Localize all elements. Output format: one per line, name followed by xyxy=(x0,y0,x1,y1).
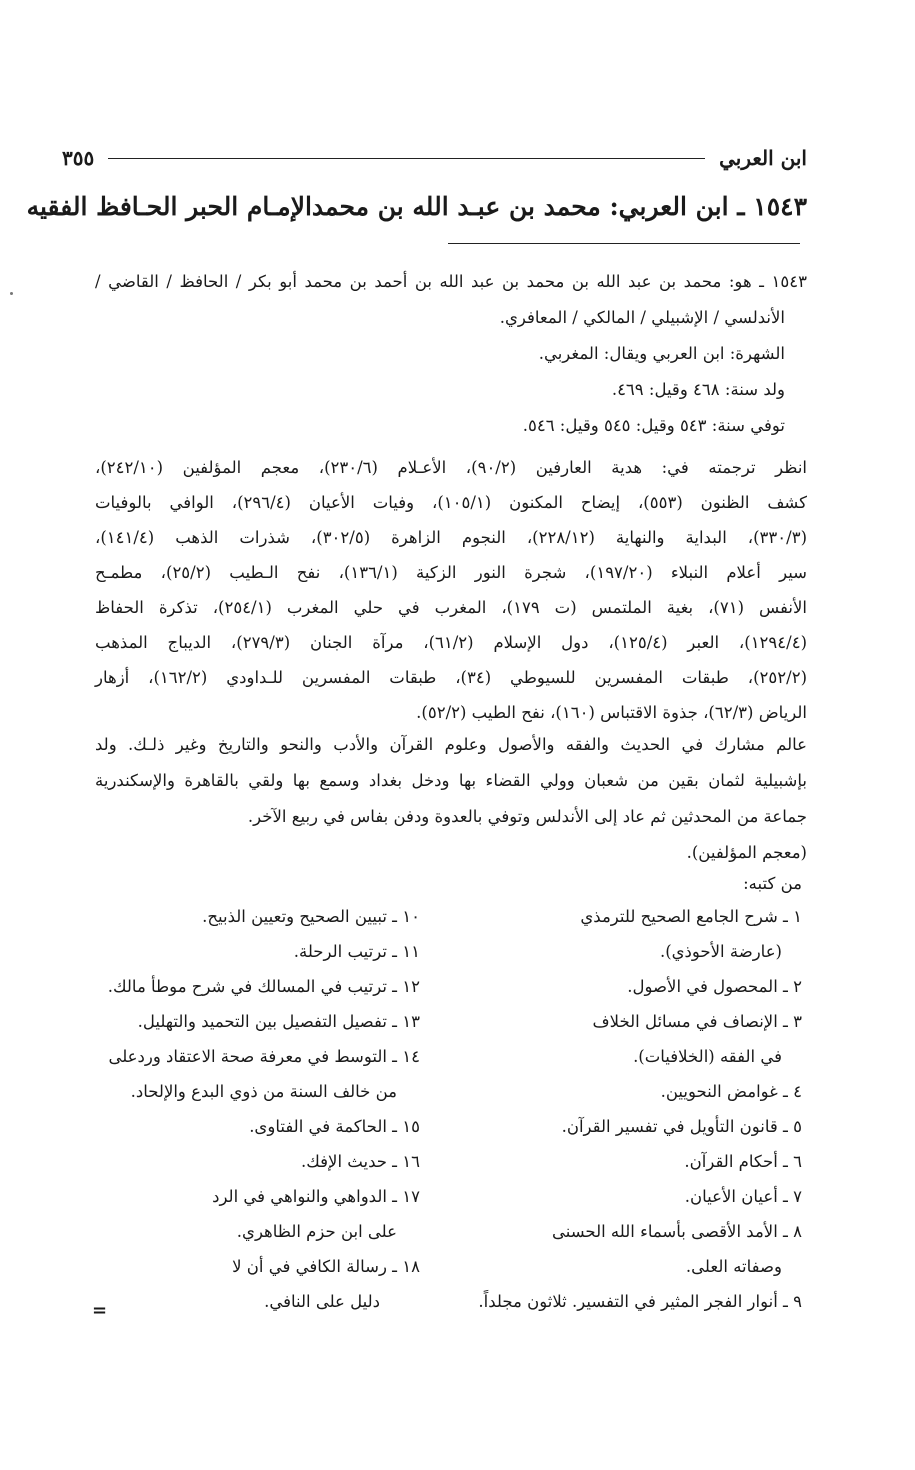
entry-line: ١٥٤٣ ـ هو: محمد بن عبد الله بن محمد بن عبد الله بن أحمد بن محمد أبو بكر / الحافظ / القاضي / xyxy=(95,272,807,291)
sources-line: الرياض (٦٢/٣)، جذوة الاقتباس (١٦٠)، نفح الطيب (٥٢/٢). xyxy=(416,703,807,722)
book-item: ١ ـ شرح الجامع الصحيح للترمذي xyxy=(580,907,802,926)
biography-paragraph xyxy=(95,735,807,865)
entry-line: ولد سنة: ٤٦٨ وقيل: ٤٦٩. xyxy=(611,380,785,399)
book-item: ١٢ ـ ترتيب في المسالك في شرح موطأ مالك. xyxy=(107,977,420,996)
running-head-title: ابن العربي xyxy=(719,146,807,170)
sources-line: (١٢٩٤/٤)، العبر (١٢٥/٤)، دول الإسلام (٦١/٢)، مرآة الجنان (٢٧٩/٣)، الديباج المذهب xyxy=(95,633,807,652)
book-item: ١٦ ـ حديث الإفك. xyxy=(301,1152,420,1171)
continuation-mark: = xyxy=(92,1300,108,1321)
sources-line: سير أعلام النبلاء (١٩٧/٢٠)، شجرة النور الزكية (١٣٦/١)، نفح الـطيب (٢٥/٢)، مطمـح xyxy=(95,563,808,582)
running-head-rule xyxy=(108,158,705,159)
book-item: ١١ ـ ترتيب الرحلة. xyxy=(293,942,420,961)
book-item: ١٧ ـ الدواهي والنواهي في الرد xyxy=(212,1187,420,1206)
bio-line: بإشبيلية لثمان بقين من شعبان وولي القضاء بها ودخل بغداد وسمع بها ولقي بالقاهرة والإسكندرية xyxy=(95,771,807,790)
book-item: ٦ ـ أحكام القرآن. xyxy=(684,1152,802,1171)
book-item-cont: من خالف السنة من ذوي البدع والإلحاد. xyxy=(130,1082,397,1101)
sources-line: كشف الظنون (٥٥٣)، إيضاح المكنون (١٠٥/١)، وفيات الأعيان (٢٩٦/٤)، الوافي بالوفيات xyxy=(95,493,807,512)
book-item: ١٥ ـ الحاكمة في الفتاوى. xyxy=(249,1117,420,1136)
book-item: ٥ ـ قانون التأويل في تفسير القرآن. xyxy=(561,1117,802,1136)
book-item: ١٣ ـ تفصيل التفصيل بين التحميد والتهليل. xyxy=(137,1012,420,1031)
entry-line: الشهرة: ابن العربي ويقال: المغربي. xyxy=(538,344,785,363)
book-item: ٨ ـ الأمد الأقصى بأسماء الله الحسنى xyxy=(551,1222,802,1241)
book-item: ٢ ـ المحصول في الأصول. xyxy=(627,977,802,996)
entry-line: توفي سنة: ٥٤٣ وقيل: ٥٤٥ وقيل: ٥٤٦. xyxy=(522,416,785,435)
book-item: ٧ ـ أعيان الأعيان. xyxy=(684,1187,802,1206)
books-label: من كتبه: xyxy=(743,874,802,893)
entry-line: الأندلسي / الإشبيلي / المالكي / المعافري. xyxy=(499,308,785,327)
book-item-cont: (عارضة الأحوذي). xyxy=(659,942,782,961)
book-item: ٤ ـ غوامض النحويين. xyxy=(660,1082,802,1101)
book-item: ٣ ـ الإنصاف في مسائل الخلاف xyxy=(592,1012,802,1031)
sources-line: انظر ترجمته في: هدية العارفين (٩٠/٢)، الأعـلام (٢٣٠/٦)، معجم المؤلفين (٢٤٢/١٠)، xyxy=(95,458,807,477)
entry-heading: ١٥٤٣ ـ ابن العربي: محمد بن عبـد الله بن محمدالإمـام الحبر الحـافظ الفقيه xyxy=(26,192,807,221)
page-number: ٣٥٥ xyxy=(62,146,95,170)
margin-speck xyxy=(10,292,13,295)
book-item: ١٤ ـ التوسط في معرفة صحة الاعتقاد وردعلى xyxy=(108,1047,420,1066)
sources-line: (٣٣٠/٣)، البداية والنهاية (٢٢٨/١٢)، النجوم الزاهرة (٣٠٢/٥)، شذرات الذهب (١٤١/٤)، xyxy=(95,528,807,547)
sources-line: (٢٥٢/٢)، طبقات المفسرين للسيوطي (٣٤)، طبقات المفسرين للـداودي (١٦٢/٢)، أزهار xyxy=(95,668,807,687)
bio-line: جماعة من المحدثين ثم عاد إلى الأندلس وتوفي بالعدوة ودفن بفاس في ربيع الآخر. xyxy=(247,807,807,826)
heading-rule xyxy=(448,243,800,244)
book-item: ٩ ـ أنوار الفجر المثير في التفسير. ثلاثون مجلداً. xyxy=(478,1292,802,1311)
bio-citation: (معجم المؤلفين). xyxy=(686,843,807,862)
book-item-cont: على ابن حزم الظاهري. xyxy=(236,1222,397,1241)
entry-identity xyxy=(95,272,807,435)
sources-paragraph xyxy=(95,458,807,728)
book-item-cont: وصفاته العلى. xyxy=(685,1257,782,1276)
book-item-cont: دليل على النافي. xyxy=(264,1292,380,1311)
book-item-cont: في الفقه (الخلافيات). xyxy=(633,1047,782,1066)
book-item: ١٨ ـ رسالة الكافي في أن لا xyxy=(232,1257,420,1276)
bio-line: عالم مشارك في الحديث والفقه والأصول وعلوم القرآن والأدب والنحو والتاريخ وغير ذلـك. ولد xyxy=(95,735,807,754)
book-item: ١٠ ـ تبيين الصحيح وتعيين الذبيح. xyxy=(202,907,420,926)
sources-line: الأنفس (٧١)، بغية الملتمس (ت ١٧٩)، المغرب في حلي المغرب (٢٥٤/١)، تذكرة الحفاظ xyxy=(95,598,807,617)
running-head xyxy=(62,142,807,174)
